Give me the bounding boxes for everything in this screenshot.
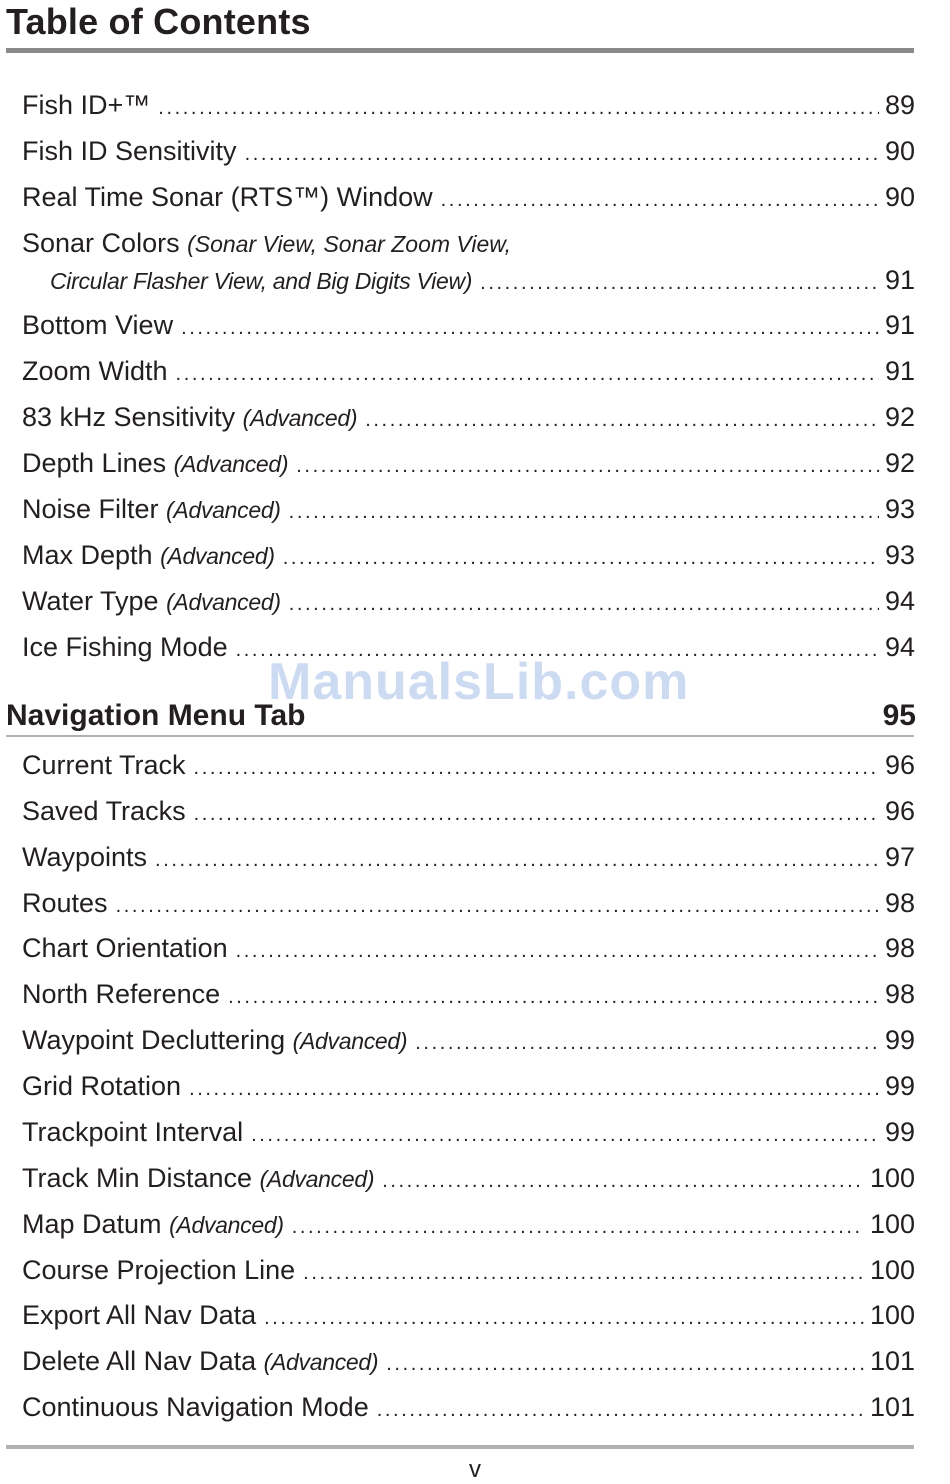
entry-page: 101: [869, 1392, 915, 1422]
entry-label: Grid Rotation: [22, 1071, 182, 1101]
section-rule: [6, 735, 914, 737]
dot-leader: [176, 356, 879, 392]
watermark: ManualsLib.com: [268, 653, 690, 711]
footer-page-number: v: [469, 1456, 481, 1483]
dot-leader: [480, 265, 879, 301]
entry-qualifier: Circular Flasher View, and Big Digits View): [50, 268, 473, 294]
entry-label: 83 kHz Sensitivity (Advanced): [22, 402, 358, 432]
dot-leader: [441, 182, 879, 218]
entry-page: 97: [884, 842, 915, 872]
dot-leader: [377, 1392, 864, 1428]
toc-entry-trackpoint-interval[interactable]: [22, 1114, 915, 1150]
toc-entry-max-depth[interactable]: [22, 537, 915, 573]
toc-entry-map-datum[interactable]: [22, 1206, 915, 1242]
entry-page: 92: [884, 448, 915, 478]
entry-label: Waypoint Decluttering (Advanced): [22, 1025, 408, 1055]
dot-leader: [296, 448, 879, 484]
entry-label: Chart Orientation: [22, 933, 228, 963]
entry-page: 100: [869, 1163, 915, 1193]
entry-label: Fish ID+™: [22, 90, 151, 120]
page-title: Table of Contents: [6, 1, 311, 42]
toc-entry-waypoint-decluttering[interactable]: [22, 1022, 915, 1058]
entry-page: 91: [884, 265, 915, 295]
entry-qualifier: (Advanced): [169, 1212, 284, 1238]
dot-leader: [289, 586, 879, 622]
toc-entry-83khz-sensitivity[interactable]: [22, 399, 915, 435]
dot-leader: [245, 136, 879, 172]
toc-entry-water-type[interactable]: [22, 583, 915, 619]
bottom-rule: [6, 1445, 914, 1449]
entry-label: Max Depth (Advanced): [22, 540, 275, 570]
entry-label: Trackpoint Interval: [22, 1117, 244, 1147]
dot-leader: [283, 540, 879, 576]
entry-page: 98: [884, 888, 915, 918]
entry-label: Ice Fishing Mode: [22, 632, 228, 662]
entry-label: Noise Filter (Advanced): [22, 494, 281, 524]
entry-label: Map Datum (Advanced): [22, 1209, 284, 1239]
dot-leader: [292, 1209, 864, 1245]
toc-entry-routes[interactable]: [22, 885, 915, 921]
toc-entry-saved-tracks[interactable]: [22, 793, 915, 829]
entry-page: 100: [869, 1209, 915, 1239]
entry-page: 96: [884, 750, 915, 780]
entry-page: 93: [884, 540, 915, 570]
toc-entry-fish-id-sensitivity[interactable]: [22, 133, 915, 169]
toc-entry-course-projection-line[interactable]: [22, 1252, 915, 1288]
entry-label: Track Min Distance (Advanced): [22, 1163, 375, 1193]
toc-entry-real-time-sonar[interactable]: [22, 179, 915, 215]
toc-entry-bottom-view[interactable]: [22, 307, 915, 343]
entry-qualifier: (Advanced): [292, 1028, 408, 1054]
entry-label: Sonar Colors: [22, 228, 180, 258]
dot-leader: [155, 842, 879, 878]
entry-page: 93: [884, 494, 915, 524]
entry-page: 100: [869, 1300, 915, 1330]
entry-page: 100: [869, 1255, 915, 1285]
entry-label: Continuous Navigation Mode: [22, 1392, 369, 1422]
toc-entry-waypoints[interactable]: [22, 839, 915, 875]
dot-leader: [181, 310, 879, 346]
entry-page: 90: [884, 182, 915, 212]
entry-page: 99: [884, 1025, 915, 1055]
entry-label: Course Projection Line: [22, 1255, 296, 1285]
entry-page: 90: [884, 136, 915, 166]
dot-leader: [365, 402, 879, 438]
dot-leader: [386, 1346, 864, 1382]
entry-label: Depth Lines (Advanced): [22, 448, 289, 478]
entry-qualifier: (Advanced): [166, 589, 281, 615]
toc-entry-sonar-colors[interactable]: [22, 225, 511, 261]
toc-entry-sonar-colors-continued[interactable]: [50, 262, 915, 298]
entry-label: Current Track: [22, 750, 186, 780]
dot-leader: [158, 90, 879, 126]
entry-page: 99: [884, 1071, 915, 1101]
dot-leader: [264, 1300, 864, 1336]
toc-entry-grid-rotation[interactable]: [22, 1068, 915, 1104]
entry-label: Saved Tracks: [22, 796, 186, 826]
toc-entry-export-all-nav-data[interactable]: [22, 1297, 915, 1333]
dot-leader: [194, 750, 879, 786]
entry-qualifier: (Advanced): [259, 1166, 375, 1192]
dot-leader: [382, 1163, 864, 1199]
toc-entry-delete-all-nav-data[interactable]: [22, 1343, 915, 1379]
entry-page: 96: [884, 796, 915, 826]
toc-entry-north-reference[interactable]: [22, 976, 915, 1012]
entry-label: Zoom Width: [22, 356, 168, 386]
section-heading-navigation[interactable]: [6, 696, 916, 736]
entry-label: Waypoints: [22, 842, 148, 872]
entry-label: Export All Nav Data: [22, 1300, 257, 1330]
entry-label: Routes: [22, 888, 108, 918]
entry-page: 101: [869, 1346, 915, 1376]
toc-entry-fish-id-plus[interactable]: [22, 87, 915, 123]
toc-entry-track-min-distance[interactable]: [22, 1160, 915, 1196]
toc-entry-noise-filter[interactable]: [22, 491, 915, 527]
section-title: Navigation Menu Tab: [6, 699, 306, 732]
entry-page: 98: [884, 933, 915, 963]
dot-leader: [289, 494, 879, 530]
entry-page: 98: [884, 979, 915, 1009]
dot-leader: [194, 796, 879, 832]
entry-label: Real Time Sonar (RTS™) Window: [22, 182, 433, 212]
entry-qualifier: (Advanced): [263, 1349, 379, 1375]
dot-leader: [415, 1025, 879, 1061]
section-page: 95: [882, 699, 916, 732]
entry-page: 91: [884, 310, 915, 340]
entry-qualifier: (Advanced): [160, 543, 275, 569]
dot-leader: [189, 1071, 879, 1107]
toc-entry-depth-lines[interactable]: [22, 445, 915, 481]
toc-entry-chart-orientation[interactable]: [22, 930, 915, 966]
title-rule: [6, 48, 914, 53]
dot-leader: [303, 1255, 864, 1291]
entry-page: 91: [884, 356, 915, 386]
dot-leader: [236, 933, 879, 969]
entry-page: 92: [884, 402, 915, 432]
entry-label: Delete All Nav Data (Advanced): [22, 1346, 379, 1376]
entry-label: Bottom View: [22, 310, 174, 340]
entry-qualifier: (Advanced): [166, 497, 281, 523]
entry-page: 94: [884, 632, 915, 662]
dot-leader: [228, 979, 879, 1015]
entry-qualifier: (Sonar View, Sonar Zoom View,: [187, 231, 511, 257]
entry-page: 94: [884, 586, 915, 616]
entry-qualifier: (Advanced): [242, 405, 358, 431]
toc-entry-continuous-navigation-mode[interactable]: [22, 1389, 915, 1425]
dot-leader: [116, 888, 879, 924]
entry-label: North Reference: [22, 979, 221, 1009]
toc-entry-zoom-width[interactable]: [22, 353, 915, 389]
dot-leader: [251, 1117, 879, 1153]
entry-page: 89: [884, 90, 915, 120]
toc-entry-current-track[interactable]: [22, 747, 915, 783]
entry-page: 99: [884, 1117, 915, 1147]
entry-qualifier: (Advanced): [173, 451, 289, 477]
entry-label: Water Type (Advanced): [22, 586, 281, 616]
entry-label: Fish ID Sensitivity: [22, 136, 237, 166]
